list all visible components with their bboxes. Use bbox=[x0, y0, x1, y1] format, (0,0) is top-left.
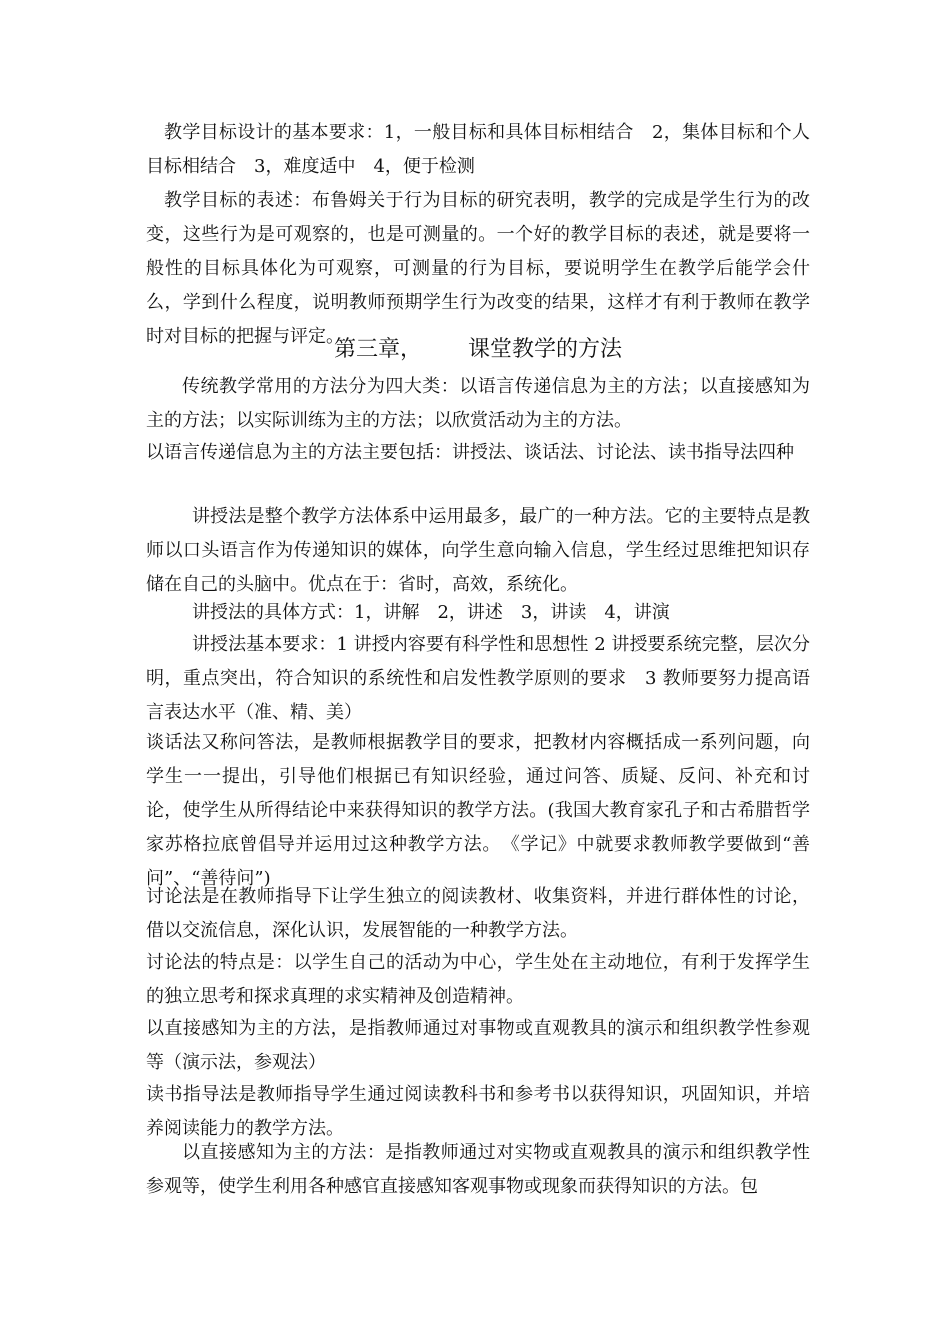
chapter-heading bbox=[146, 333, 810, 367]
paragraph-direct-perception-detail: 以直接感知为主的方法：是指教师通过对实物或直观教具的演示和组织教学性参观等，使学生利用各种感官直接感知客观事物或现象而获得知识的方法。包 bbox=[146, 1142, 810, 1197]
chapter-number: 第三章， bbox=[333, 337, 422, 362]
paragraph-language-methods: 以语言传递信息为主的方法主要包括：讲授法、谈话法、讨论法、读书指导法四种 bbox=[146, 442, 794, 463]
paragraph-lecture-method: 讲授法是整个教学方法体系中运用最多，最广的一种方法。它的主要特点是教师以口头语言作为传递知识的媒体，向学生意向输入信息，学生经过思维把知识存储在自己的头脑中。优点在于：省时，高效，系统化。 bbox=[146, 506, 810, 595]
paragraph-lecture-requirements: 讲授法基本要求：1 讲授内容要有科学性和思想性 2 讲授要系统完整，层次分明，重点突出，符合知识的系统性和启发性教学原则的要求 3 教师要努力提高语言表达水平（准、精、美） bbox=[146, 634, 810, 723]
paragraph-discussion-features: 讨论法的特点是：以学生自己的活动为中心，学生处在主动地位，有利于发挥学生的独立思考和探求真理的求实精神及创造精神。 bbox=[146, 952, 810, 1007]
paragraph-discussion-method: 讨论法是在教师指导下让学生独立的阅读教材、收集资料，并进行群体性的讨论，借以交流信息，深化认识，发展智能的一种教学方法。 bbox=[146, 886, 810, 941]
paragraph-lecture-forms: 讲授法的具体方式：1，讲解 2，讲述 3，讲读 4，讲演 bbox=[192, 602, 670, 623]
paragraph-objective-expression: 教学目标的表述：布鲁姆关于行为目标的研究表明，教学的完成是学生行为的改变，这些行为是可观察的，也是可测量的。一个好的教学目标的表述，就是要将一般性的目标具体化为可观察，可测量的行为目标，要说明学生在教学后能学会什么，学到什么程度，说明教师预期学生行为改变的结果，这样才有利于教师在教学时对目标的把握与评定。 bbox=[146, 190, 810, 347]
paragraph-direct-perception: 以直接感知为主的方法，是指教师通过对事物或直观教具的演示和组织教学性参观等（演示法，参观法） bbox=[146, 1018, 810, 1073]
paragraph-objective-requirements: 教学目标设计的基本要求：1，一般目标和具体目标相结合 2，集体目标和个人目标相结合 3，难度适中 4，便于检测 bbox=[146, 122, 810, 177]
paragraph-reading-guidance: 读书指导法是教师指导学生通过阅读教科书和参考书以获得知识，巩固知识，并培养阅读能力的教学方法。 bbox=[146, 1084, 810, 1139]
chapter-title: 课堂教学的方法 bbox=[468, 337, 623, 362]
paragraph-traditional-methods: 传统教学常用的方法分为四大类：以语言传递信息为主的方法；以直接感知为主的方法；以实际训练为主的方法；以欣赏活动为主的方法。 bbox=[146, 376, 810, 431]
paragraph-conversation-method: 谈话法又称问答法，是教师根据教学目的要求，把教材内容概括成一系列问题，向学生一一提出，引导他们根据已有知识经验，通过问答、质疑、反问、补充和讨论，使学生从所得结论中来获得知识的教学方法。(我国大教育家孔子和古希腊哲学家苏格拉底曾倡导并运用过这种教学方法。 《学记》中就要求教师教学要做到“善问”、“善待问”) bbox=[146, 732, 810, 889]
